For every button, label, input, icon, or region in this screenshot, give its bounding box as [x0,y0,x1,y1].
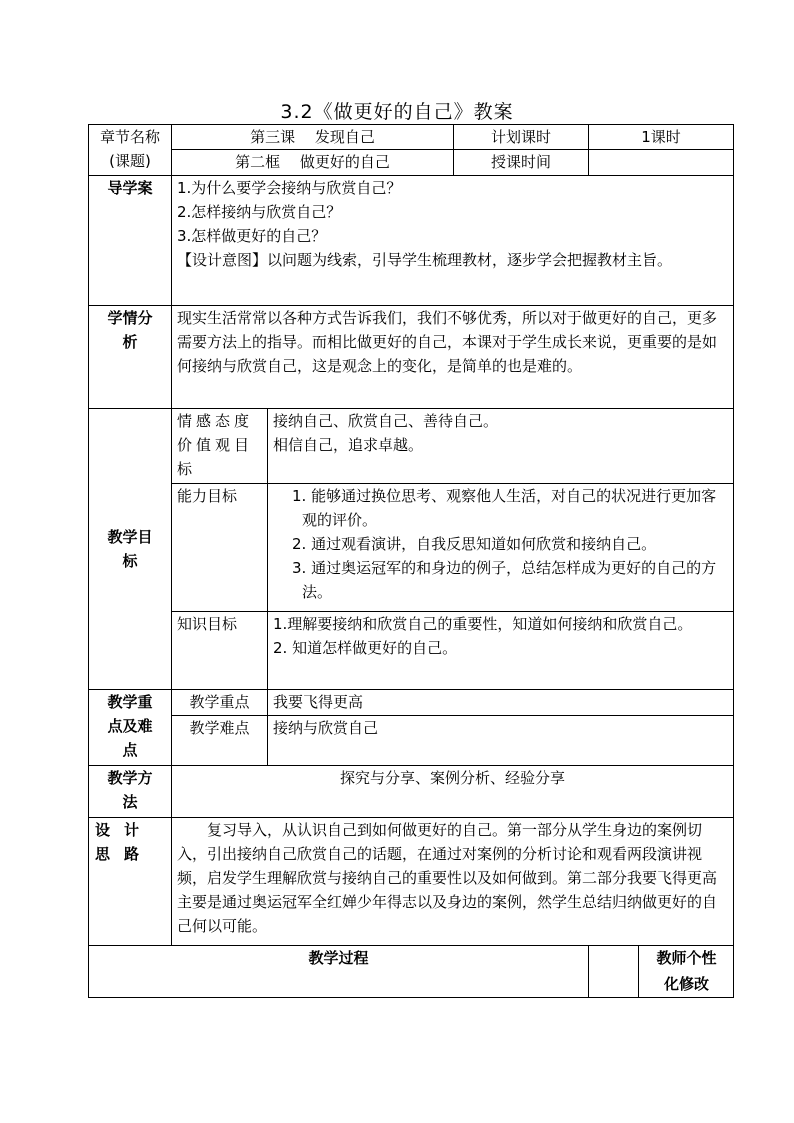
guide-question-3: 3.怎样做更好的自己？ [177,227,327,245]
design-text: 复习导入，从认识自己到如何做更好的自己。第一部分从学生身边的案例切入，引出接纳自己欣赏自己的话题，在通过对案例的分析讨论和观看两段演讲视频，启发学生理解欣赏与接纳自己的重要性以及如何做到。第二部分我要飞得更高主要是通过奥运冠军全红婵少年得志以及身边的案例，然学生总结归纳做更好的自己何以可能。 [172,818,734,946]
ability-goal-item-2: 2. 通过观看演讲，自我反思知道如何欣赏和接纳自己。 [292,535,657,553]
guide-label: 导学案 [89,176,172,306]
method-value: 探究与分享、案例分析、经验分享 [172,766,734,818]
guide-question-1: 1.为什么要学会接纳与欣赏自己？ [177,179,402,197]
teach-time-value [589,150,734,176]
focus-value: 我要飞得更高 [268,690,734,716]
emotion-goal-line-2: 相信自己，追求卓越。 [273,436,424,454]
situation-text: 现实生活常常以各种方式告诉我们，我们不够优秀，所以对于做更好的自己，更多需要方法上的指导。而相比做更好的自己，本课对于学生成长来说，更重要的是如何接纳与欣赏自己，这是观念上的变化，是简单的也是难的。 [172,306,734,409]
row-goal-knowledge [89,612,734,690]
teacher-revision-cell [589,946,734,998]
guide-design-intent: 【设计意图】以问题为线索，引导学生梳理教材，逐步学会把握教材主旨。 [177,251,673,269]
row-method [89,766,734,818]
knowledge-goal-content [268,612,734,690]
chapter-line-2: 第二框 做更好的自己 [172,150,454,176]
teacher-revision-label: 教师个性化修改 [638,946,734,998]
emotion-goal-content [268,409,734,484]
knowledge-goal-item-1: 1.理解要接纳和欣赏自己的重要性，知道如何接纳和欣赏自己。 [273,615,693,633]
row-process [89,946,734,998]
chapter-line-1: 第三课 发现自己 [172,125,454,150]
process-label: 教学过程 [89,946,589,998]
ability-goal-content [268,484,734,612]
difficulty-value: 接纳与欣赏自己 [268,716,734,766]
knowledge-goal-item-2: 2. 知道怎样做更好的自己。 [273,639,458,657]
planned-hours-value: 1课时 [589,125,734,150]
teach-time-label: 授课时间 [454,150,589,176]
ability-goal-label: 能力目标 [172,484,268,612]
chapter-label-cell [89,125,172,176]
design-label: 设计思路 [89,818,172,946]
method-label: 教学方法 [89,766,172,818]
ability-goal-item-3: 3. 通过奥运冠军的和身边的例子，总结怎样成为更好的自己的方法。 [292,559,717,601]
row-design [89,818,734,946]
row-chapter-2 [89,150,734,176]
planned-hours-label: 计划课时 [454,125,589,150]
chapter-label: 章节名称(课题) [99,128,160,170]
key-points-label: 教学重点及难点 [89,690,172,766]
document-title: 3.2《做更好的自己》教案 [280,101,514,123]
difficulty-label: 教学难点 [172,716,268,766]
situation-label: 学情分析 [89,306,172,409]
row-goal-ability [89,484,734,612]
goals-label: 教学目标 [89,409,172,690]
guide-content [172,176,734,306]
emotion-goal-label: 情感态度价值观目标 [172,409,268,484]
ability-goal-item-1: 1. 能够通过换位思考、观察他人生活，对自己的状况进行更加客观的评价。 [292,487,717,529]
row-difficulty [89,716,734,766]
row-guide [89,176,734,306]
row-focus [89,690,734,716]
focus-label: 教学重点 [172,690,268,716]
row-situation [89,306,734,409]
row-chapter-1 [89,125,734,150]
knowledge-goal-label: 知识目标 [172,612,268,690]
lesson-plan-table [88,124,734,998]
guide-question-2: 2.怎样接纳与欣赏自己？ [177,203,342,221]
row-goal-emotion [89,409,734,484]
emotion-goal-line-1: 接纳自己、欣赏自己、善待自己。 [273,412,499,430]
